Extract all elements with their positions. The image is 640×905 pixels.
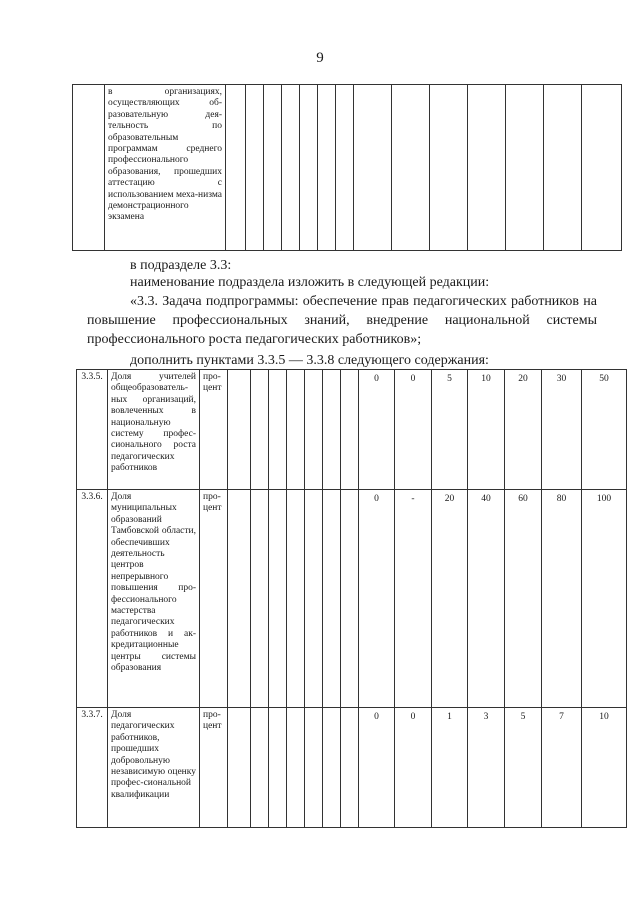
- value-cell: 0: [374, 494, 379, 504]
- value-cell: 20: [444, 494, 455, 504]
- value-cell: 5: [447, 374, 452, 384]
- value-cell: 7: [559, 712, 564, 722]
- value-cell: 60: [518, 494, 528, 504]
- value-cell: 50: [599, 374, 609, 384]
- amendment-add-items: дополнить пунктами 3.3.5 — 3.3.8 следующего содержания:: [130, 353, 489, 368]
- row-number: 3.3.6.: [81, 492, 103, 502]
- table-row: [77, 490, 627, 708]
- value-cell: 0: [374, 374, 379, 384]
- indicator-name: Доля педагогических работников, прошедших добровольную независимую оценку профес-сиональной квалификации: [111, 710, 196, 800]
- indicator-name: Доля муниципальных образований Тамбовской области, обеспечивших деятельность центров непрерывного повышения про-фессионального мастерства педагогических работников и ак-кредитационные центры системы образования: [111, 492, 196, 674]
- value-cell: 0: [410, 374, 416, 384]
- unit: про-цент: [203, 492, 222, 514]
- amendment-subsection: в подразделе 3.3:: [130, 258, 232, 273]
- value-cell: 80: [556, 494, 567, 504]
- value-cell: -: [411, 494, 415, 504]
- continuation-table: [72, 84, 622, 251]
- value-cell: 1: [447, 712, 452, 722]
- value-cell: 3: [483, 712, 489, 722]
- value-cell: 30: [556, 374, 567, 384]
- row-number: 3.3.5.: [81, 372, 103, 382]
- value-cell: 20: [518, 374, 528, 384]
- value-cell: 10: [481, 374, 491, 384]
- row-number: 3.3.7.: [81, 710, 103, 720]
- unit: про-цент: [203, 372, 222, 394]
- value-cell: 0: [374, 712, 379, 722]
- table-row: [73, 85, 622, 251]
- indicators-table: [76, 369, 627, 828]
- table-row: [77, 370, 627, 490]
- indicator-name-cell: [105, 85, 226, 251]
- indicator-name: Доля учителей общеобразователь-ных организаций, вовлеченных в национальную систему профес-сионального роста педагогических работников: [111, 372, 196, 474]
- row-number-cell: [73, 85, 105, 251]
- value-cell: 10: [599, 712, 609, 722]
- value-cell: 40: [481, 494, 491, 504]
- unit: про-цент: [203, 710, 222, 732]
- value-cell: 100: [596, 494, 612, 504]
- amendment-new-title: «3.3. Задача подпрограммы: обеспечение прав педагогических работников на повышение профессиональных знаний, внедрение национальной системы профессионального роста педагогических работников»;: [87, 294, 597, 347]
- indicator-name: в организациях, осуществляющих об-разовательную дея-тельность по образовательным программам среднего профессионального образования, прошедших аттестацию с использованием меха-низма демонстрационного экзамена: [108, 87, 222, 223]
- value-cell: 5: [520, 712, 526, 722]
- page-number: 9: [316, 50, 324, 66]
- amendment-title-instruction: наименование подраздела изложить в следующей редакции:: [130, 275, 490, 290]
- value-cell: 0: [410, 712, 416, 722]
- table-row: [77, 708, 627, 828]
